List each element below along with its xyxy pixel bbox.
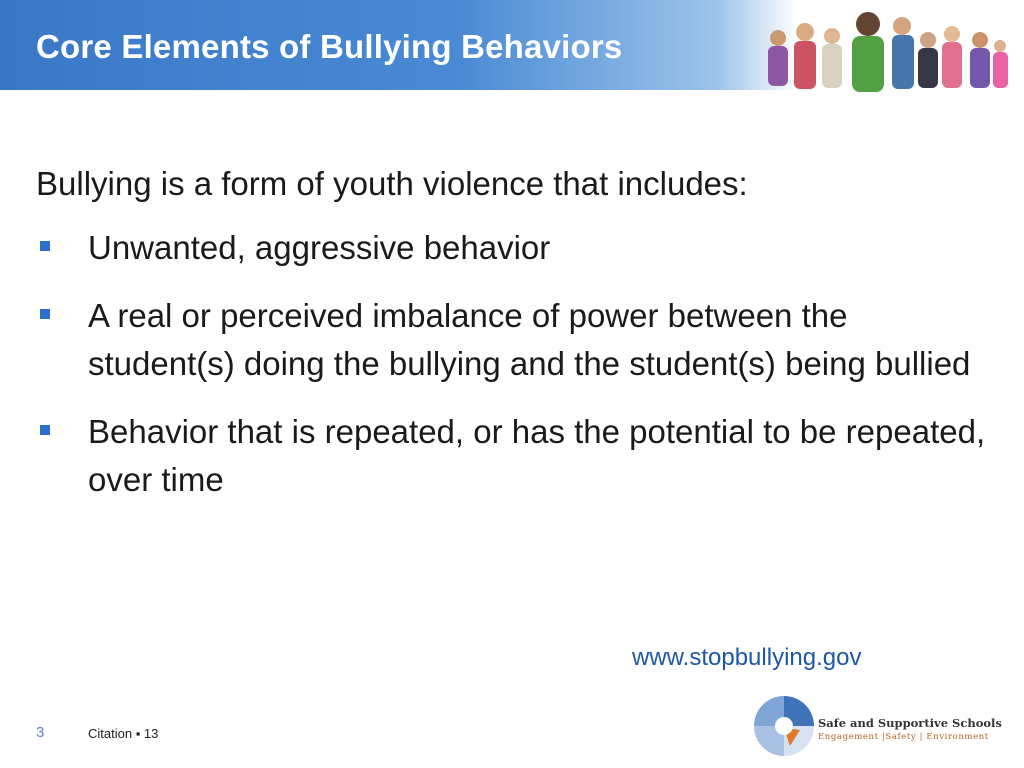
slide-title: Core Elements of Bullying Behaviors xyxy=(36,28,623,65)
logo-tagline: Engagement |Safety | Environment xyxy=(818,732,989,742)
students-photo xyxy=(760,6,1010,92)
safe-supportive-schools-logo-icon xyxy=(752,694,816,758)
bullet-item xyxy=(36,292,996,388)
bullet-item xyxy=(36,408,996,504)
page-number: 3 xyxy=(36,724,45,741)
square-bullet-icon xyxy=(40,309,50,319)
logo-title: Safe and Supportive Schools xyxy=(818,716,1002,730)
square-bullet-icon xyxy=(40,241,50,251)
header-banner xyxy=(0,0,1024,90)
intro-text: Bullying is a form of youth violence that includes: xyxy=(36,165,748,202)
stopbullying-link[interactable]: www.stopbullying.gov xyxy=(632,644,862,671)
bullet-text: Unwanted, aggressive behavior xyxy=(88,229,551,266)
square-bullet-icon xyxy=(40,425,50,435)
citation-text: Citation ▪ 13 xyxy=(88,726,159,741)
bullet-text: A real or perceived imbalance of power between the student(s) doing the bullying and the student(s) being bullied xyxy=(88,297,971,382)
slide-body xyxy=(36,160,996,524)
bullet-item xyxy=(36,224,996,272)
bullet-text: Behavior that is repeated, or has the potential to be repeated, over time xyxy=(88,413,986,498)
